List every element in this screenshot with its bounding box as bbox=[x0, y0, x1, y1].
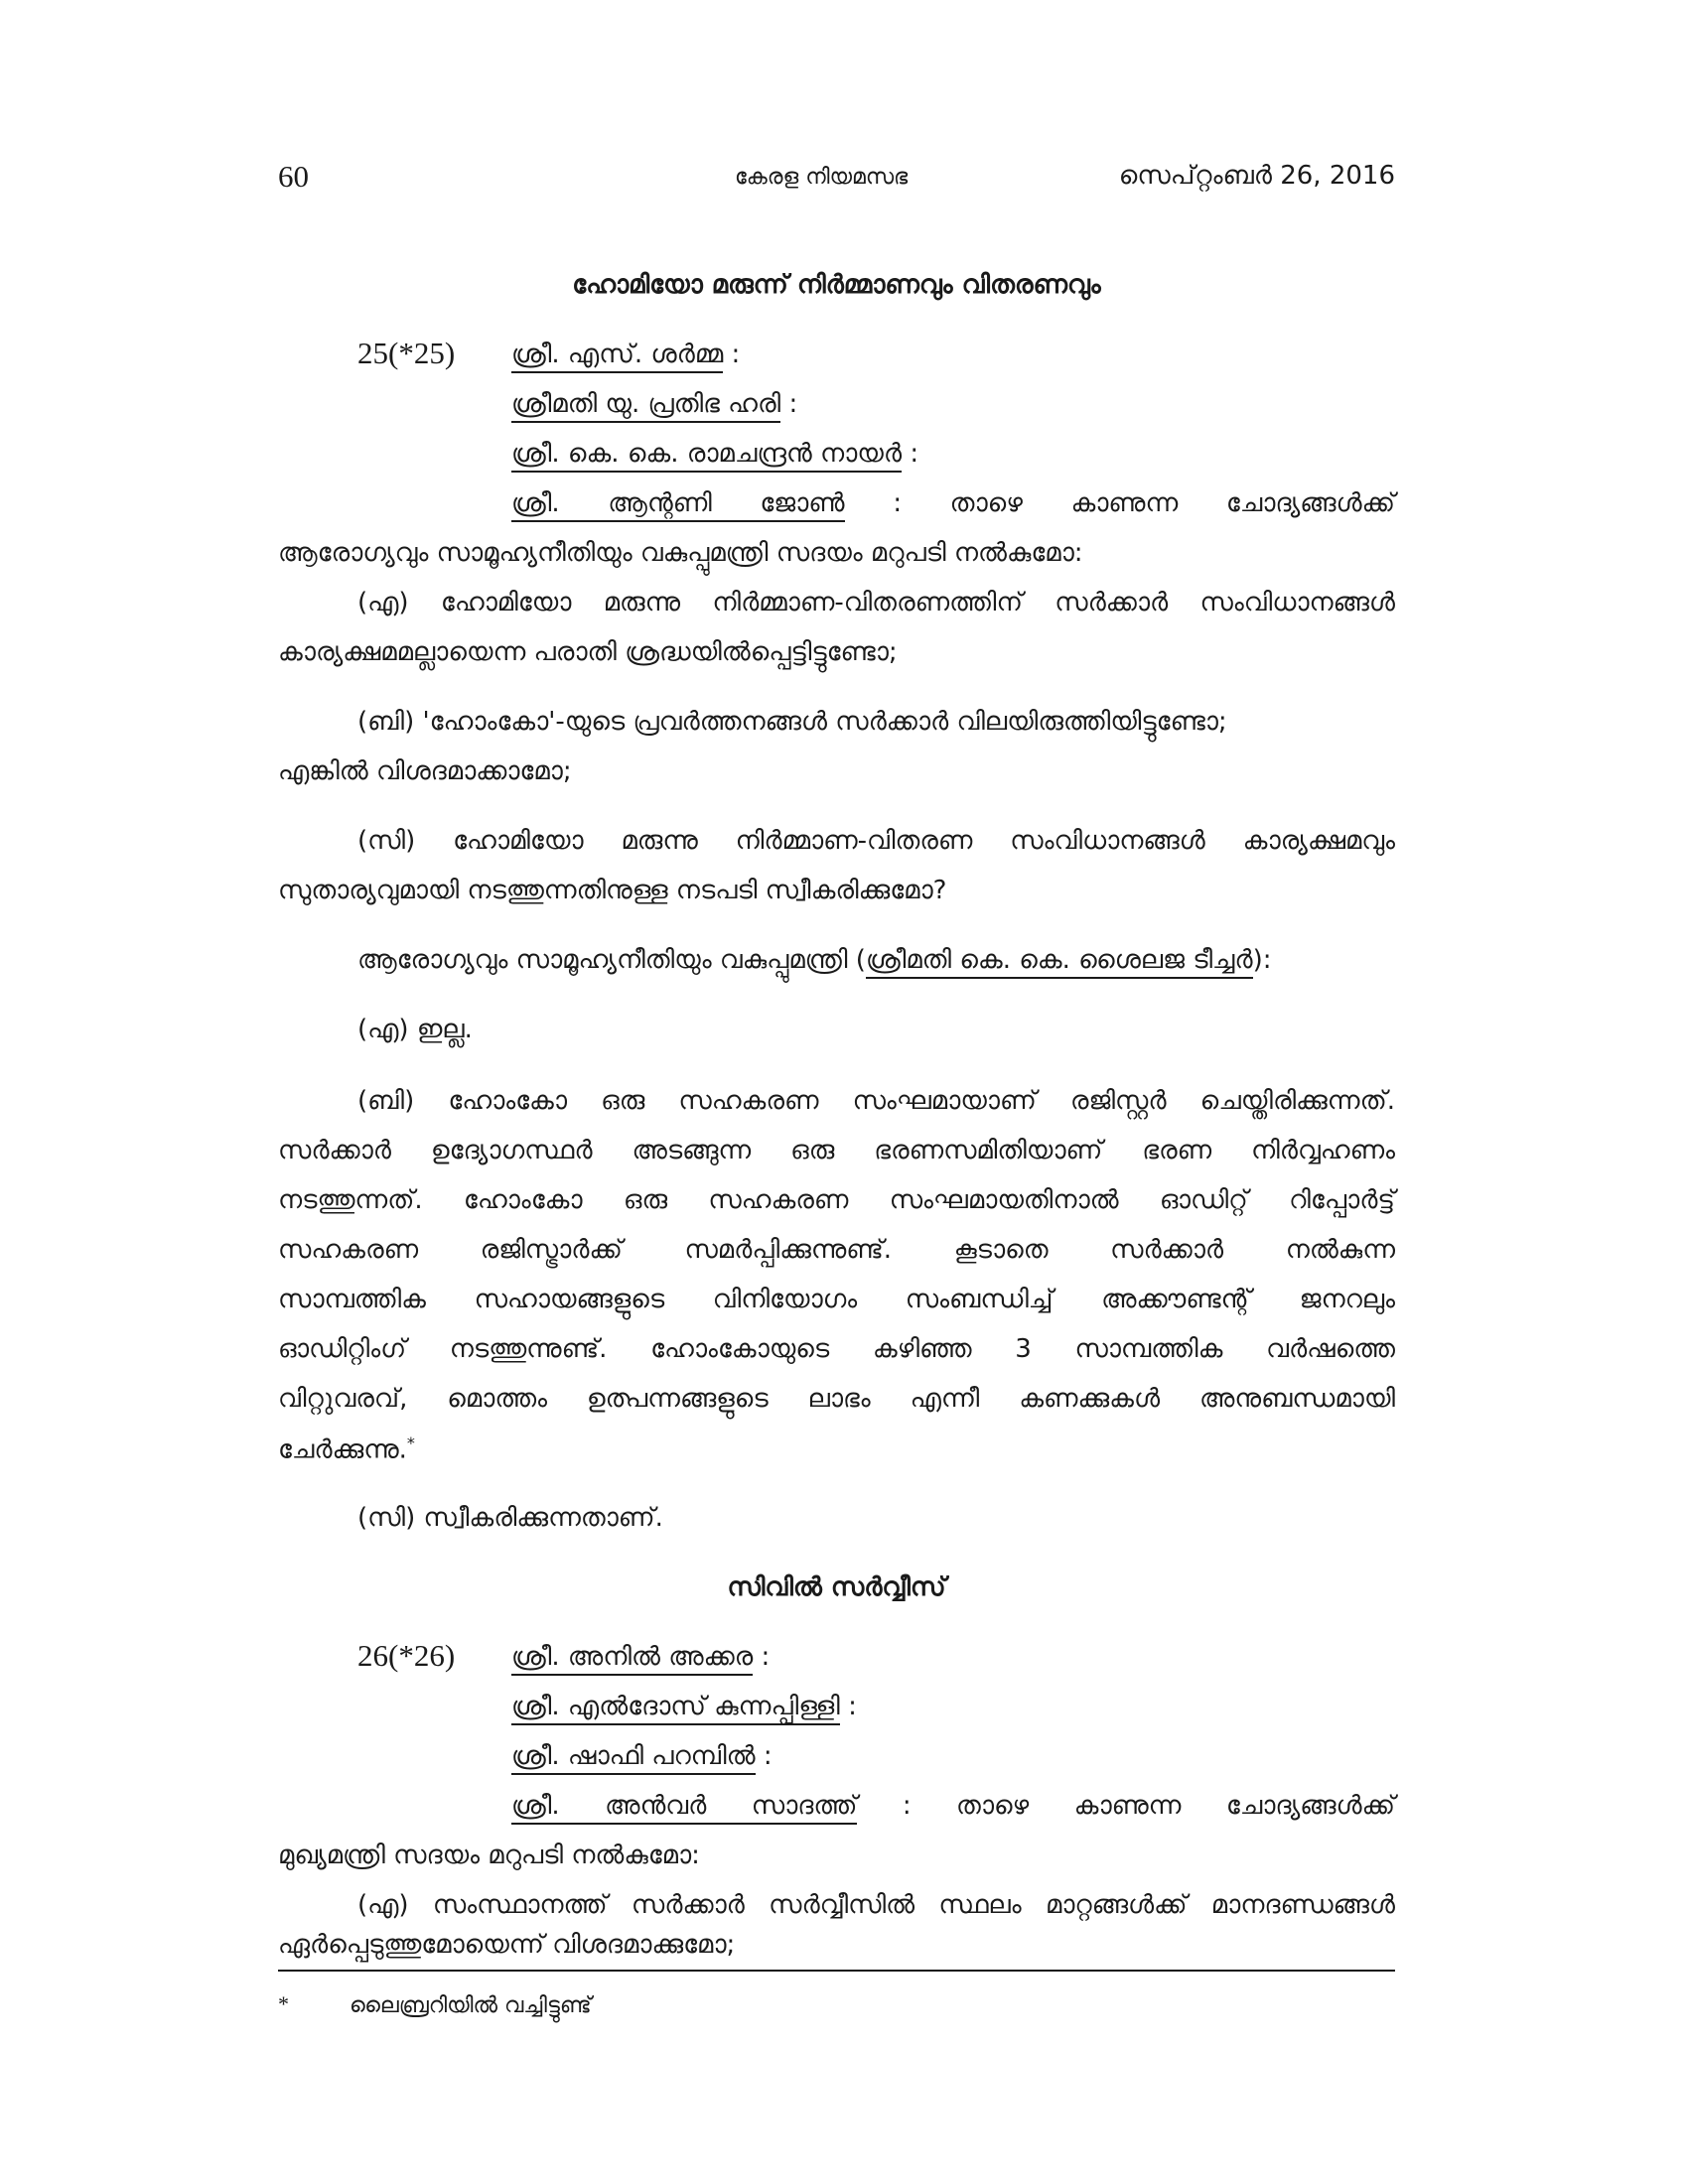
session-date: സെപ്റ്റംബർ 26, 2016 bbox=[1118, 161, 1395, 191]
footnote-text: ലൈബ്രറിയിൽ വച്ചിട്ടുണ്ട് bbox=[350, 1993, 592, 2018]
document-page bbox=[278, 0, 1395, 2184]
q25-answer-b-line-8 bbox=[278, 1433, 1395, 1466]
q25-minister-line bbox=[278, 945, 1395, 976]
footnote-mark: * bbox=[278, 1991, 289, 2016]
colon: : bbox=[761, 1642, 771, 1672]
member-name: ശ്രീ. അനിൽ അക്കര bbox=[511, 1642, 753, 1676]
member-name: ശ്രീമതി യു. പ്രതിഭ ഹരി bbox=[511, 389, 780, 423]
answer-text: ചേർക്കുന്നു. bbox=[278, 1434, 407, 1465]
q26-number: 26(*26) bbox=[357, 1638, 456, 1673]
q26-member-4-line bbox=[278, 1791, 1395, 1822]
q25-answer-c: (സി) സ്വീകരിക്കുന്നതാണ്. bbox=[357, 1503, 663, 1533]
q25-member-2 bbox=[511, 389, 797, 420]
colon: : bbox=[848, 1692, 857, 1721]
q25-answer-b-line-6: ഓഡിറ്റിംഗ് നടത്തുന്നുണ്ട്. ഹോംകോയുടെ കഴിഞ്ഞ 3 സാമ്പത്തിക വർഷത്തെ bbox=[278, 1334, 1395, 1364]
intro-text: : താഴെ കാണുന്ന ചോദ്യങ്ങൾക്ക് bbox=[893, 488, 1395, 518]
member-name: ശ്രീ. എസ്. ശർമ്മ bbox=[511, 340, 723, 373]
q25-heading: ഹോമിയോ മരുന്ന് നിർമ്മാണവും വിതരണവും bbox=[572, 270, 1101, 300]
q26-member-3 bbox=[511, 1741, 773, 1772]
q25-answer-b-line-1: (ബി) ഹോംകോ ഒരു സഹകരണ സംഘമായാണ് രജിസ്റ്റർ ചെയ്തിരിക്കുന്നത്. bbox=[357, 1086, 1395, 1116]
q25-answer-b-line-2: സർക്കാർ ഉദ്യോഗസ്ഥർ അടങ്ങുന്ന ഒരു ഭരണസമിതിയാണ് ഭരണ നിർവ്വഹണം bbox=[278, 1136, 1395, 1165]
page-header bbox=[278, 159, 1395, 208]
q26-question-a-line-2: ഏർപ്പെടുത്തുമോയെന്ന് വിശദമാക്കുമോ; bbox=[278, 1930, 736, 1960]
q25-question-a-line-1: (എ) ഹോമിയോ മരുന്നു നിർമ്മാണ-വിതരണത്തിന് സർക്കാർ സംവിധാനങ്ങൾ bbox=[357, 588, 1395, 617]
q25-answer-a: (എ) ഇല്ല. bbox=[357, 1015, 473, 1044]
colon: : bbox=[788, 389, 798, 419]
q26-heading: സിവിൽ സർവ്വീസ് bbox=[727, 1572, 946, 1602]
q25-question-a-line-2: കാര്യക്ഷമമല്ലായെന്ന പരാതി ശ്രദ്ധയിൽപ്പെട്ടിട്ടുണ്ടോ; bbox=[278, 637, 898, 667]
q25-question-c-line-1: (സി) ഹോമിയോ മരുന്നു നിർമ്മാണ-വിതരണ സംവിധാനങ്ങൾ കാര്യക്ഷമവും bbox=[357, 826, 1395, 856]
page-number: 60 bbox=[278, 159, 309, 194]
q25-intro-line: ആരോഗ്യവും സാമൂഹ്യനീതിയും വകുപ്പുമന്ത്രി സദയം മറുപടി നൽകുമോ: bbox=[278, 538, 1083, 568]
member-name: ശ്രീ. ഷാഫി പറമ്പിൽ bbox=[511, 1741, 756, 1775]
q25-member-3 bbox=[511, 439, 918, 470]
q26-member-1 bbox=[511, 1642, 770, 1673]
minister-name: ശ്രീമതി കെ. കെ. ശൈലജ ടീച്ചർ bbox=[866, 945, 1253, 979]
member-name: ശ്രീ. എൽദോസ് കുന്നപ്പിള്ളി bbox=[511, 1692, 840, 1725]
q25-answer-b-line-5: സാമ്പത്തിക സഹായങ്ങളുടെ വിനിയോഗം സംബന്ധിച്ച് അക്കൗണ്ടന്റ് ജനറലും bbox=[278, 1285, 1395, 1314]
q25-answer-b-line-7: വിറ്റുവരവ്, മൊത്തം ഉത്പന്നങ്ങളുടെ ലാഭം എന്നീ കണക്കുകൾ അനുബന്ധമായി bbox=[278, 1384, 1395, 1414]
q26-member-2 bbox=[511, 1692, 857, 1722]
q25-answer-b-line-3: നടത്തുന്നത്. ഹോംകോ ഒരു സഹകരണ സംഘമായതിനാൽ ഓഡിറ്റ് റിപ്പോർട്ട് bbox=[278, 1185, 1395, 1215]
q25-question-b-line-1: (ബി) 'ഹോംകോ'-യുടെ പ്രവർത്തനങ്ങൾ സർക്കാർ വിലയിരുത്തിയിട്ടുണ്ടോ; bbox=[357, 707, 1227, 737]
footnote-divider bbox=[278, 1970, 1395, 1972]
q25-answer-b-line-4: സഹകരണ രജിസ്ട്രാർക്ക് സമർപ്പിക്കുന്നുണ്ട്. കൂടാതെ സർക്കാർ നൽകുന്ന bbox=[278, 1235, 1395, 1265]
q26-question-a-line-1: (എ) സംസ്ഥാനത്ത് സർക്കാർ സർവ്വീസിൽ സ്ഥലം മാറ്റങ്ങൾക്ക് മാനദണ്ഡങ്ങൾ bbox=[357, 1890, 1395, 1920]
colon: : bbox=[763, 1741, 773, 1771]
q25-number: 25(*25) bbox=[357, 336, 456, 370]
q25-member-4-line bbox=[278, 488, 1395, 519]
footnote-ref: * bbox=[406, 1433, 415, 1452]
q25-member-1 bbox=[511, 340, 740, 370]
member-name: ശ്രീ. കെ. കെ. രാമചന്ദ്രൻ നായർ bbox=[511, 439, 902, 473]
q26-intro-line: മുഖ്യമന്ത്രി സദയം മറുപടി നൽകുമോ: bbox=[278, 1841, 700, 1870]
intro-text: : താഴെ കാണുന്ന ചോദ്യങ്ങൾക്ക് bbox=[902, 1791, 1395, 1821]
colon: : bbox=[731, 340, 741, 369]
q25-question-c-line-2: സുതാര്യവുമായി നടത്തുന്നതിനുള്ള നടപടി സ്വീകരിക്കുമോ? bbox=[278, 876, 947, 905]
q25-question-b-line-2: എങ്കിൽ വിശദമാക്കാമോ; bbox=[278, 756, 572, 786]
member-name: ശ്രീ. ആന്റണി ജോൺ bbox=[511, 488, 845, 522]
minister-suffix: ): bbox=[1252, 945, 1272, 975]
colon: : bbox=[910, 439, 919, 469]
assembly-title: കേരള നിയമസഭ bbox=[735, 165, 909, 190]
minister-title: ആരോഗ്യവും സാമൂഹ്യനീതിയും വകുപ്പുമന്ത്രി ( bbox=[357, 945, 866, 975]
member-name: ശ്രീ. അൻവർ സാദത്ത് bbox=[511, 1791, 857, 1825]
